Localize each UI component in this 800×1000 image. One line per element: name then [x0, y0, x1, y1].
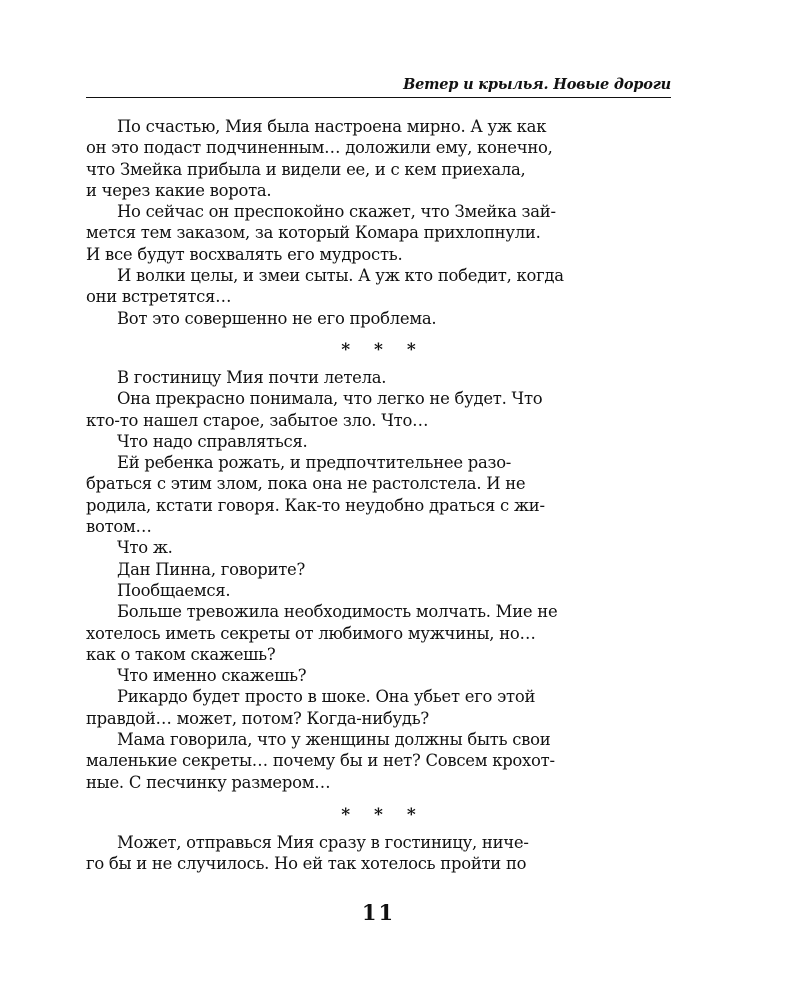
section-separator: * * *: [341, 340, 416, 360]
paragraph: Дан Пинна, говорите?: [117, 559, 306, 579]
paragraph: Ей ребенка рожать, и предпочтительнее разо- браться с этим злом, пока она не растолстела. И не родила, кстати говоря. Как-то неудобно драться с жи- вотом…: [86, 453, 545, 537]
header-rule: [86, 97, 671, 98]
paragraph: В гостиницу Мия почти летела.: [117, 368, 387, 387]
paragraph: Но сейчас он преспокойно скажет, что Змейка зай- мется тем заказом, за который Комара прихлопнули. И все будут восхвалять его мудрость.: [86, 202, 556, 264]
page-number: 11: [361, 900, 396, 925]
paragraph: Вот это совершенно не его проблема.: [117, 308, 437, 328]
paragraph: И волки целы, и змеи сыты. А уж кто победит, когда они встретятся…: [86, 266, 564, 307]
paragraph: Что ж.: [117, 538, 173, 558]
running-title: Ветер и крылья. Новые дороги: [403, 76, 671, 93]
paragraph: Больше тревожила необходимость молчать. Мие не хотелось иметь секреты от любимого мужчины, но… как о таком скажешь?: [86, 602, 558, 664]
paragraph: Может, отправься Мия сразу в гостиницу, ниче- го бы и не случилось. Но ей так хотелось пройти по: [86, 833, 529, 874]
text-section-3: [86, 832, 671, 875]
paragraph: Рикардо будет просто в шоке. Она убьет его этой правдой… может, потом? Когда-нибудь?: [86, 687, 536, 728]
paragraph: Что именно скажешь?: [117, 666, 307, 686]
paragraph: Что надо справляться.: [117, 431, 308, 451]
text-section-2: [86, 367, 671, 793]
paragraph: Пообщаемся.: [117, 580, 231, 600]
section-separator: * * *: [341, 805, 416, 825]
text-section-1: [86, 116, 671, 329]
paragraph: По счастью, Мия была настроена мирно. А уж как он это подаст подчиненным… доложили ему, конечно, что Змейка прибыла и видели ее, и с кем приехала, и через какие ворота.: [86, 117, 553, 200]
paragraph: Мама говорила, что у женщины должны быть свои маленькие секреты… почему бы и нет? Совсем крохот- ные. С песчинку размером…: [86, 730, 555, 792]
paragraph: Она прекрасно понимала, что легко не будет. Что кто-то нашел старое, забытое зло. Что…: [86, 389, 543, 430]
